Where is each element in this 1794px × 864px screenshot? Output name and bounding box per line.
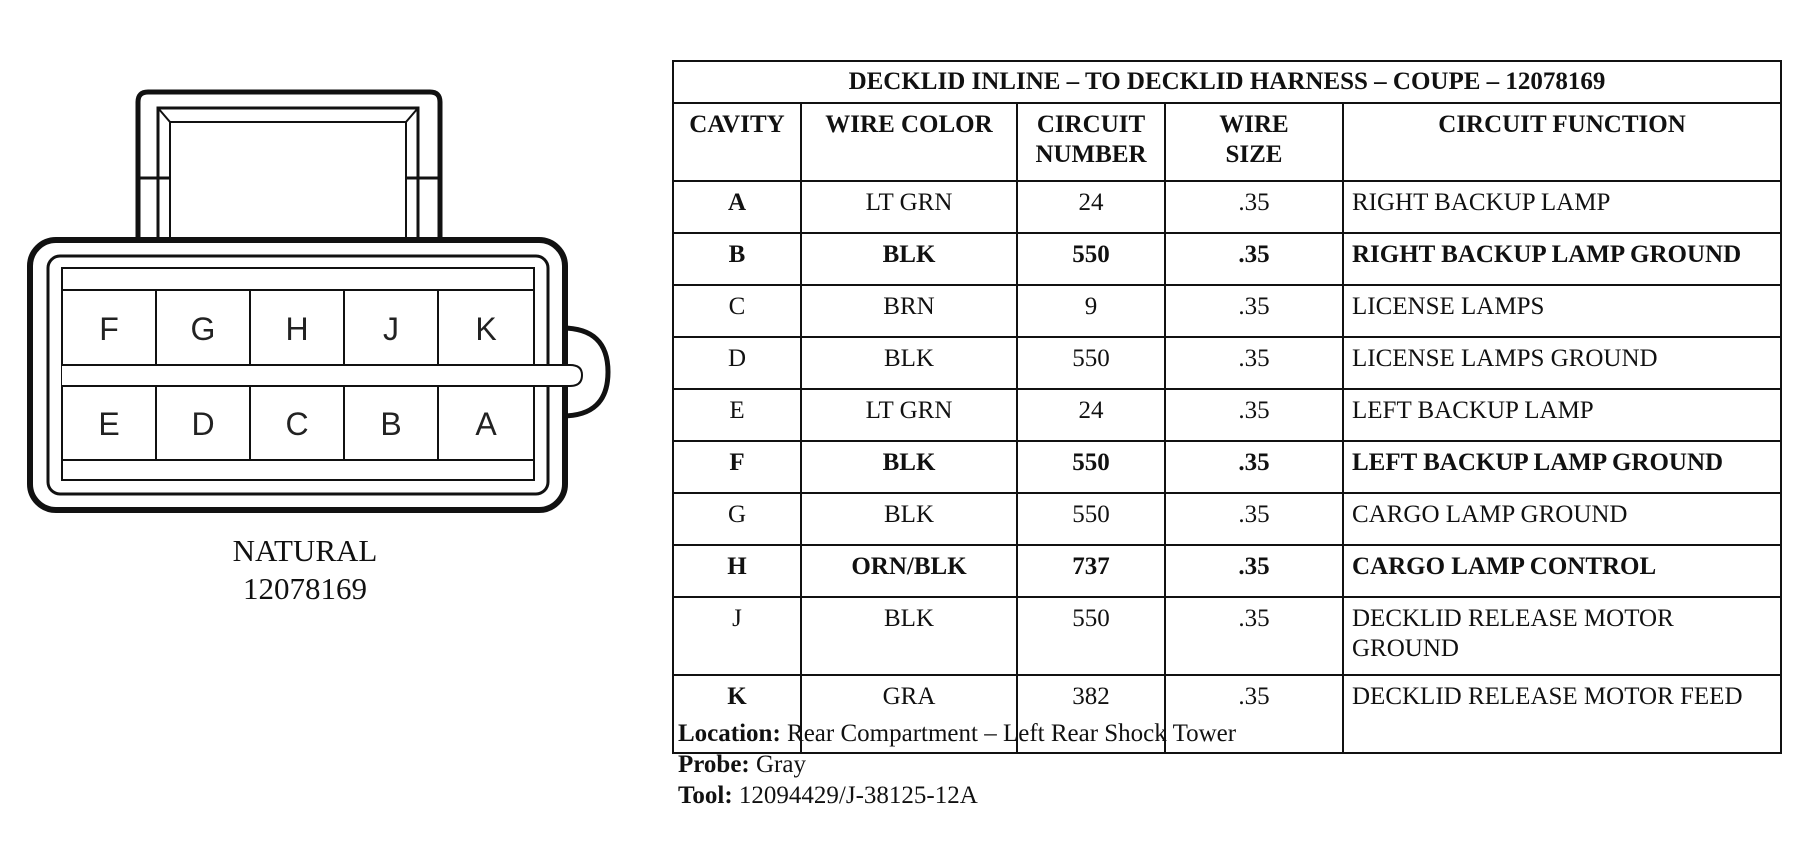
header-wire-size	[1165, 103, 1343, 181]
table-row	[673, 441, 1781, 493]
cell-circuit-number: 550	[1017, 233, 1165, 285]
cell-circuit-number: 550	[1017, 441, 1165, 493]
cell-circuit-number: 550	[1017, 493, 1165, 545]
table-row	[673, 285, 1781, 337]
cell-cavity: H	[673, 545, 801, 597]
header-circuit-number	[1017, 103, 1165, 181]
pin-label: C	[285, 406, 309, 442]
cell-circuit-function: CARGO LAMP CONTROL	[1343, 545, 1781, 597]
pin-label: A	[475, 406, 497, 442]
cell-wire-color: BLK	[801, 441, 1017, 493]
cell-wire-size: .35	[1165, 389, 1343, 441]
probe-value: Gray	[756, 751, 806, 778]
cell-circuit-function: CARGO LAMP GROUND	[1343, 493, 1781, 545]
cell-wire-size: .35	[1165, 337, 1343, 389]
cell-wire-color: LT GRN	[801, 389, 1017, 441]
cell-wire-size: .35	[1165, 285, 1343, 337]
cell-wire-size: .35	[1165, 675, 1343, 753]
probe-label: Probe:	[678, 751, 750, 778]
header-circuit-number-line2: NUMBER	[1035, 141, 1147, 168]
connector-part-number: 12078169	[243, 571, 367, 606]
cell-circuit-function: RIGHT BACKUP LAMP GROUND	[1343, 233, 1781, 285]
header-circuit-function: CIRCUIT FUNCTION	[1343, 103, 1781, 181]
cell-circuit-number: 9	[1017, 285, 1165, 337]
cell-circuit-function: DECKLID RELEASE MOTOR GROUND	[1343, 597, 1781, 675]
connector-diagram	[0, 0, 640, 864]
cell-cavity: B	[673, 233, 801, 285]
pin-label: B	[380, 406, 402, 442]
cell-circuit-function: RIGHT BACKUP LAMP	[1343, 181, 1781, 233]
cell-cavity: K	[673, 675, 801, 753]
cell-wire-size: .35	[1165, 233, 1343, 285]
cell-wire-color: BLK	[801, 493, 1017, 545]
cell-cavity: A	[673, 181, 801, 233]
cell-cavity: J	[673, 597, 801, 675]
cell-circuit-function: LEFT BACKUP LAMP	[1343, 389, 1781, 441]
tool-label: Tool:	[678, 782, 733, 809]
connector-face-drawing	[0, 0, 640, 620]
pin-label: E	[98, 406, 120, 442]
cell-circuit-number: 550	[1017, 597, 1165, 675]
cell-wire-color: GRA	[801, 675, 1017, 753]
pinout-table	[672, 60, 1782, 754]
cell-cavity: D	[673, 337, 801, 389]
cell-circuit-function: LICENSE LAMPS	[1343, 285, 1781, 337]
table-row	[673, 181, 1781, 233]
cell-wire-color: BLK	[801, 233, 1017, 285]
cell-wire-size: .35	[1165, 493, 1343, 545]
tool-line	[678, 780, 1236, 811]
tool-value: 12094429/J-38125-12A	[738, 782, 978, 809]
table-title: DECKLID INLINE – TO DECKLID HARNESS – COUPE – 12078169	[673, 61, 1781, 103]
table-row	[673, 545, 1781, 597]
cell-wire-size: .35	[1165, 441, 1343, 493]
cell-cavity: E	[673, 389, 801, 441]
table-row	[673, 389, 1781, 441]
cell-circuit-function: DECKLID RELEASE MOTOR FEED	[1343, 675, 1781, 753]
table-row	[673, 597, 1781, 675]
cell-circuit-function: LICENSE LAMPS GROUND	[1343, 337, 1781, 389]
cell-wire-color: BRN	[801, 285, 1017, 337]
location-line	[678, 718, 1236, 749]
cell-wire-color: ORN/BLK	[801, 545, 1017, 597]
cell-wire-size: .35	[1165, 545, 1343, 597]
header-wire-size-line1: WIRE	[1219, 111, 1289, 138]
header-wire-size-line2: SIZE	[1225, 141, 1283, 168]
cell-wire-color: BLK	[801, 597, 1017, 675]
connector-latch-ridge	[158, 108, 418, 242]
header-wire-color: WIRE COLOR	[801, 103, 1017, 181]
connector-latch-inner	[158, 108, 418, 242]
cell-circuit-number: 737	[1017, 545, 1165, 597]
pin-label: F	[99, 311, 119, 347]
header-cavity: CAVITY	[673, 103, 801, 181]
pin-label: K	[475, 311, 497, 347]
cell-circuit-number: 24	[1017, 181, 1165, 233]
cell-circuit-number: 382	[1017, 675, 1165, 753]
table-row	[673, 493, 1781, 545]
location-label: Location:	[678, 720, 781, 747]
location-value: Rear Compartment – Left Rear Shock Tower	[787, 720, 1237, 747]
cell-wire-size: .35	[1165, 597, 1343, 675]
cell-cavity: G	[673, 493, 801, 545]
header-circuit-number-line1: CIRCUIT	[1036, 111, 1146, 138]
table-row	[673, 337, 1781, 389]
cell-wire-color: BLK	[801, 337, 1017, 389]
connector-center-rib	[62, 365, 582, 386]
probe-line	[678, 749, 1236, 780]
cell-wire-size: .35	[1165, 181, 1343, 233]
cell-circuit-number: 550	[1017, 337, 1165, 389]
cell-cavity: F	[673, 441, 801, 493]
connector-latch	[138, 92, 440, 242]
pin-label: D	[191, 406, 215, 442]
table-row	[673, 233, 1781, 285]
cell-circuit-function: LEFT BACKUP LAMP GROUND	[1343, 441, 1781, 493]
connector-info	[678, 718, 1236, 811]
cell-circuit-number: 24	[1017, 389, 1165, 441]
pin-label: H	[285, 311, 309, 347]
connector-color-label: NATURAL	[232, 533, 378, 568]
cell-cavity: C	[673, 285, 801, 337]
pin-label: G	[190, 311, 216, 347]
cell-wire-color: LT GRN	[801, 181, 1017, 233]
pin-label: J	[383, 311, 399, 347]
